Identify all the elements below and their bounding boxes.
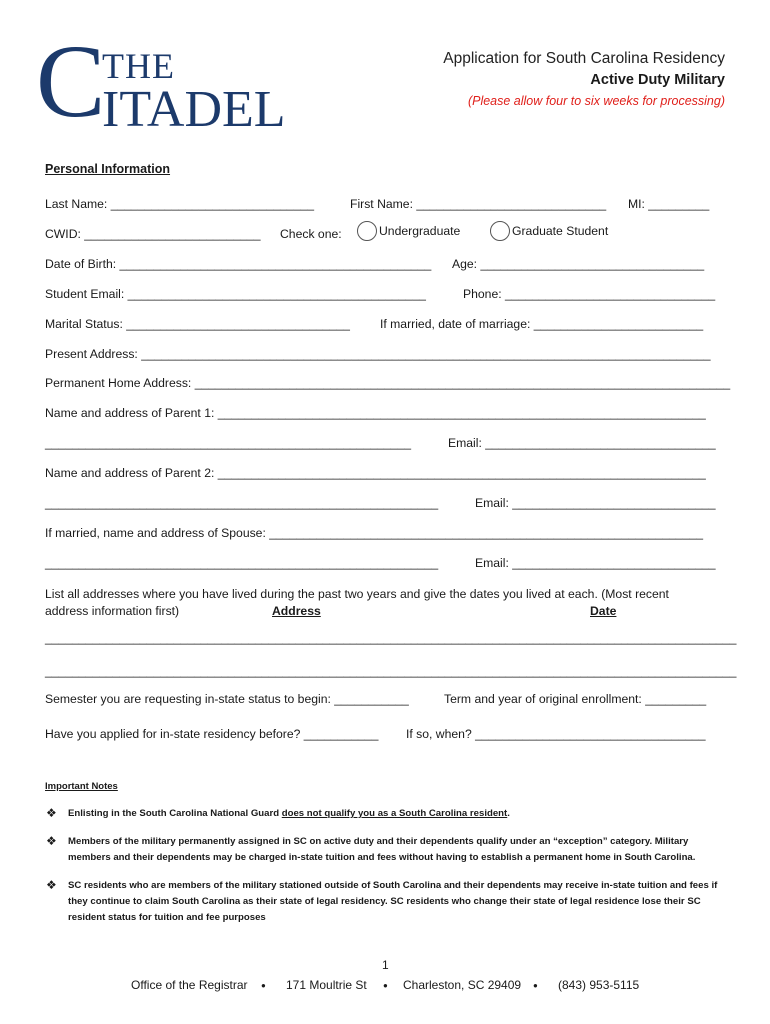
bullet-icon: ❖ bbox=[46, 834, 57, 848]
footer-dot-icon: ● bbox=[533, 981, 538, 990]
age-field[interactable]: Age: _________________________________ bbox=[452, 257, 705, 271]
spouse-line[interactable]: __________________________________________________________ bbox=[45, 556, 439, 570]
addresses-instructions-2: address information first) bbox=[45, 604, 180, 618]
email-field[interactable]: Student Email: ____________________________________________ bbox=[45, 287, 426, 301]
logo-itadel: ITADEL bbox=[102, 81, 286, 138]
addresses-instructions: List all addresses where you have lived during the past two years and give the dates you lived at each. (Most recent bbox=[45, 587, 669, 601]
footer-street: 171 Moultrie St bbox=[286, 978, 367, 992]
permanent-address-field[interactable]: Permanent Home Address: _______________________________________________________________________________ bbox=[45, 376, 731, 390]
spouse-field[interactable]: If married, name and address of Spouse: ________________________________________________________________ bbox=[45, 526, 704, 540]
note-1-period: . bbox=[507, 808, 510, 819]
check-one-label: Check one: bbox=[280, 227, 342, 241]
page-number: 1 bbox=[382, 958, 389, 972]
note-1-emphasis: does not qualify you as a South Carolina resident bbox=[281, 808, 508, 819]
section-title: Personal Information bbox=[45, 162, 171, 176]
footer-office: Office of the Registrar bbox=[131, 978, 248, 992]
notes-title: Important Notes bbox=[45, 781, 118, 792]
address-column-header: Address bbox=[272, 604, 321, 618]
applied-before-field[interactable]: Have you applied for in-state residency before? ___________ bbox=[45, 727, 379, 741]
parent1-line[interactable]: ______________________________________________________ bbox=[45, 436, 412, 450]
undergraduate-option[interactable] bbox=[357, 221, 460, 241]
note-1 bbox=[68, 806, 728, 822]
phone-field[interactable]: Phone: _______________________________ bbox=[463, 287, 716, 301]
marital-status-field[interactable]: Marital Status: _________________________________ bbox=[45, 317, 350, 331]
note-2: Members of the military permanently assigned in SC on active duty and their dependents qualify under an “exception” category. Military members and their dependents may be charged in-state tuition and fees without having to establish a permanent home in South Carolina. bbox=[68, 836, 696, 863]
semester-field[interactable]: Semester you are requesting in-state status to begin: ___________ bbox=[45, 692, 409, 706]
address-history-line-1[interactable]: ______________________________________________________________________________________________________ bbox=[45, 631, 737, 645]
mi-field[interactable]: MI: _________ bbox=[628, 197, 710, 211]
logo-c: C bbox=[36, 24, 106, 139]
footer-dot-icon: ● bbox=[261, 981, 266, 990]
processing-note: (Please allow four to six weeks for processing) bbox=[467, 94, 725, 108]
note-3: SC residents who are members of the military stationed outside of South Carolina and their dependents may receive in-state tuition and fees if they continue to claim South Carolina as their state of legal residency. SC residents who change their state of legal residence lose their SC resident status for tuition and fee purposes bbox=[68, 880, 718, 923]
form-subtitle: Active Duty Military bbox=[590, 72, 725, 88]
citadel-logo bbox=[36, 24, 326, 139]
footer-phone: (843) 953-5115 bbox=[558, 978, 640, 992]
graduate-label: Graduate Student bbox=[512, 224, 609, 238]
radio-graduate[interactable] bbox=[490, 221, 510, 241]
note-1-text: Enlisting in the South Carolina National Guard bbox=[68, 808, 282, 819]
graduate-option[interactable] bbox=[490, 221, 608, 241]
parent2-field[interactable]: Name and address of Parent 2: ________________________________________________________________________ bbox=[45, 466, 706, 480]
first-name-field[interactable]: First Name: ____________________________ bbox=[350, 197, 607, 211]
last-name-field[interactable]: Last Name: ______________________________ bbox=[45, 197, 315, 211]
spouse-email-field[interactable]: Email: ______________________________ bbox=[475, 556, 716, 570]
cwid-field[interactable]: CWID: __________________________ bbox=[45, 227, 261, 241]
dob-field[interactable]: Date of Birth: ______________________________________________ bbox=[45, 257, 432, 271]
radio-undergraduate[interactable] bbox=[357, 221, 377, 241]
footer-dot-icon: ● bbox=[383, 981, 388, 990]
term-year-field[interactable]: Term and year of original enrollment: _________ bbox=[444, 692, 707, 706]
parent2-email-field[interactable]: Email: ______________________________ bbox=[475, 496, 716, 510]
parent1-email-field[interactable]: Email: __________________________________ bbox=[448, 436, 716, 450]
present-address-field[interactable]: Present Address: ____________________________________________________________________________________ bbox=[45, 347, 711, 361]
bullet-icon: ❖ bbox=[46, 806, 57, 820]
bullet-icon: ❖ bbox=[46, 878, 57, 892]
parent1-field[interactable]: Name and address of Parent 1: ________________________________________________________________________ bbox=[45, 406, 706, 420]
marriage-date-field[interactable]: If married, date of marriage: _________________________ bbox=[380, 317, 704, 331]
form-title: Application for South Carolina Residency bbox=[443, 50, 725, 67]
parent2-line[interactable]: __________________________________________________________ bbox=[45, 496, 439, 510]
footer-city: Charleston, SC 29409 bbox=[403, 978, 522, 992]
when-field[interactable]: If so, when? __________________________________ bbox=[406, 727, 706, 741]
date-column-header: Date bbox=[590, 604, 617, 618]
undergraduate-label: Undergraduate bbox=[379, 224, 461, 238]
logo-the: THE bbox=[102, 46, 175, 86]
address-history-line-2[interactable]: ______________________________________________________________________________________________________ bbox=[45, 664, 737, 678]
